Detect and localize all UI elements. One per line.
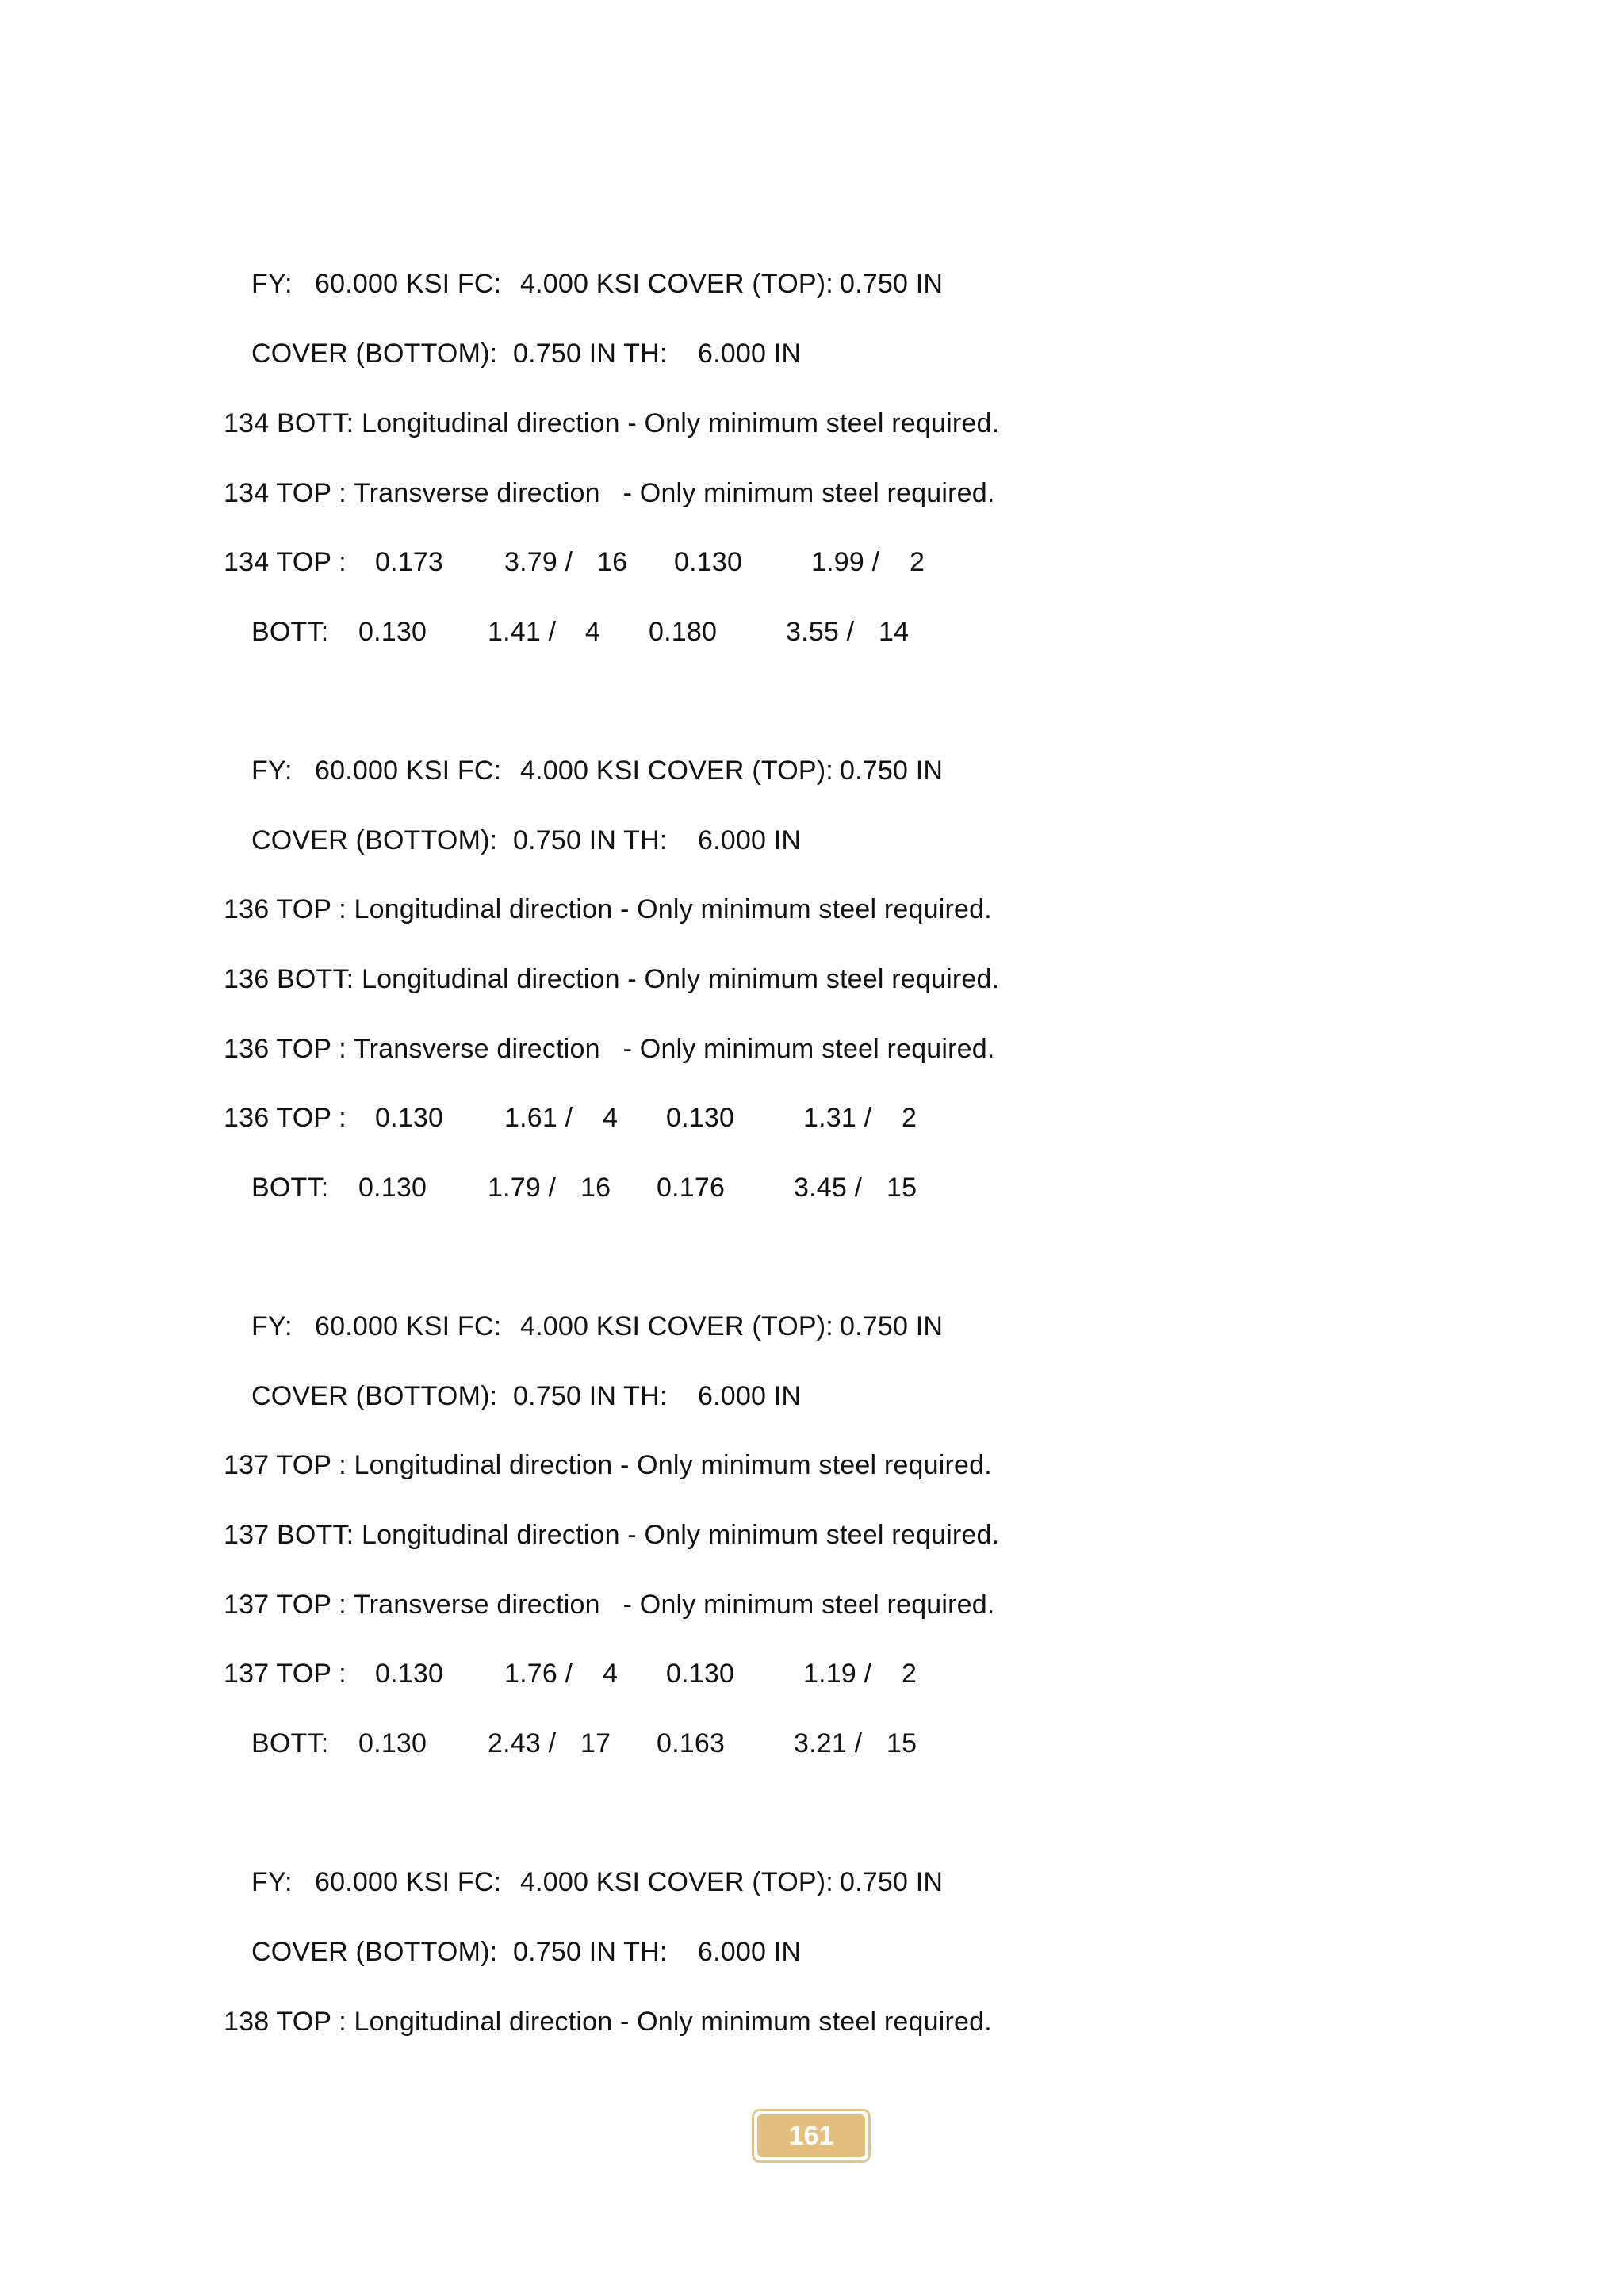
cover-bottom-line [251, 1932, 1044, 1972]
top-value: 0.130 [375, 1659, 444, 1689]
cover-bottom-label: COVER (BOTTOM): [251, 1381, 498, 1411]
top-value: 0.130 [375, 1103, 444, 1133]
bott-results-row [251, 612, 1044, 652]
bott-row-label: BOTT: [251, 1728, 329, 1758]
top-value: 3.79 / [504, 547, 573, 577]
bott-value: 16 [580, 1173, 611, 1203]
status-message: 138 TOP : Longitudinal direction - Only minimum steel required. [224, 2007, 992, 2037]
cover-bottom-label: COVER (BOTTOM): [251, 825, 498, 855]
top-row-label: 137 TOP : [224, 1659, 347, 1689]
fy-label: FY: [251, 1311, 293, 1341]
page-number: 161 [757, 2114, 865, 2157]
fy-value: 60.000 KSI FC: [315, 1311, 502, 1341]
top-results-row [224, 1098, 1017, 1138]
top-value: 2 [902, 1103, 917, 1133]
status-message: 136 TOP : Longitudinal direction - Only minimum steel required. [224, 894, 992, 924]
thickness-value: 6.000 IN [698, 1937, 802, 1967]
bott-value: 3.45 / [794, 1173, 863, 1203]
top-value: 0.130 [674, 547, 743, 577]
bott-value: 0.180 [649, 617, 718, 647]
top-value: 1.99 / [811, 547, 880, 577]
bott-row-label: BOTT: [251, 1173, 329, 1203]
fc-value: 4.000 KSI COVER (TOP): [520, 1311, 833, 1341]
top-value: 1.76 / [504, 1659, 573, 1689]
bott-value: 1.41 / [488, 617, 557, 647]
top-value: 1.19 / [803, 1659, 872, 1689]
bott-results-row [251, 1168, 1044, 1207]
status-message: 137 TOP : Transverse direction - Only minimum steel required. [224, 1590, 995, 1620]
cover-bottom-value: 0.750 IN TH: [513, 825, 668, 855]
cover-bottom-line [251, 821, 1044, 860]
status-message: 136 BOTT: Longitudinal direction - Only minimum steel required. [224, 964, 1000, 994]
page-number-badge [752, 2109, 871, 2163]
top-value: 16 [597, 547, 628, 577]
top-row-label: 136 TOP : [224, 1103, 347, 1133]
fy-label: FY: [251, 269, 293, 299]
bott-value: 0.130 [358, 1173, 427, 1203]
bott-value: 3.55 / [786, 617, 855, 647]
cover-top-value: 0.750 IN [840, 1311, 944, 1341]
cover-top-value: 0.750 IN [840, 269, 944, 299]
bott-results-row [251, 1724, 1044, 1763]
status-message: 134 BOTT: Longitudinal direction - Only minimum steel required. [224, 408, 1000, 438]
status-message: 137 TOP : Longitudinal direction - Only minimum steel required. [224, 1450, 992, 1480]
bott-value: 0.130 [358, 617, 427, 647]
cover-bottom-label: COVER (BOTTOM): [251, 1937, 498, 1967]
status-message: 137 BOTT: Longitudinal direction - Only minimum steel required. [224, 1520, 1000, 1550]
cover-bottom-label: COVER (BOTTOM): [251, 339, 498, 369]
top-value: 2 [910, 547, 925, 577]
bott-value: 0.176 [657, 1173, 726, 1203]
top-value: 1.61 / [504, 1103, 573, 1133]
bott-row-label: BOTT: [251, 617, 329, 647]
thickness-value: 6.000 IN [698, 825, 802, 855]
thickness-value: 6.000 IN [698, 339, 802, 369]
fy-label: FY: [251, 756, 293, 786]
cover-top-value: 0.750 IN [840, 1867, 944, 1897]
bott-value: 3.21 / [794, 1728, 863, 1758]
top-value: 0.130 [666, 1659, 735, 1689]
fc-value: 4.000 KSI COVER (TOP): [520, 269, 833, 299]
thickness-value: 6.000 IN [698, 1381, 802, 1411]
top-value: 0.173 [375, 547, 444, 577]
fy-label: FY: [251, 1867, 293, 1897]
bott-value: 2.43 / [488, 1728, 557, 1758]
status-message: 136 TOP : Transverse direction - Only minimum steel required. [224, 1034, 995, 1064]
design-params-line [251, 1862, 1044, 1902]
cover-bottom-value: 0.750 IN TH: [513, 1381, 668, 1411]
top-value: 2 [902, 1659, 917, 1689]
cover-bottom-line [251, 334, 1044, 373]
top-row-label: 134 TOP : [224, 547, 347, 577]
bott-value: 15 [887, 1728, 917, 1758]
status-message: 134 TOP : Transverse direction - Only minimum steel required. [224, 478, 995, 508]
fy-value: 60.000 KSI FC: [315, 269, 502, 299]
top-results-row [224, 542, 1017, 582]
top-value: 4 [603, 1659, 619, 1689]
bott-value: 14 [879, 617, 910, 647]
bott-value: 15 [887, 1173, 917, 1203]
bott-value: 0.130 [358, 1728, 427, 1758]
fc-value: 4.000 KSI COVER (TOP): [520, 756, 833, 786]
design-params-line [251, 264, 1044, 304]
bott-value: 1.79 / [488, 1173, 557, 1203]
bott-value: 4 [585, 617, 601, 647]
cover-bottom-value: 0.750 IN TH: [513, 339, 668, 369]
cover-top-value: 0.750 IN [840, 756, 944, 786]
fy-value: 60.000 KSI FC: [315, 1867, 502, 1897]
top-results-row [224, 1654, 1017, 1693]
top-value: 0.130 [666, 1103, 735, 1133]
cover-bottom-value: 0.750 IN TH: [513, 1937, 668, 1967]
fc-value: 4.000 KSI COVER (TOP): [520, 1867, 833, 1897]
top-value: 4 [603, 1103, 619, 1133]
design-params-line [251, 751, 1044, 790]
top-value: 1.31 / [803, 1103, 872, 1133]
bott-value: 17 [580, 1728, 611, 1758]
bott-value: 0.163 [657, 1728, 726, 1758]
cover-bottom-line [251, 1376, 1044, 1416]
design-params-line [251, 1307, 1044, 1346]
fy-value: 60.000 KSI FC: [315, 756, 502, 786]
